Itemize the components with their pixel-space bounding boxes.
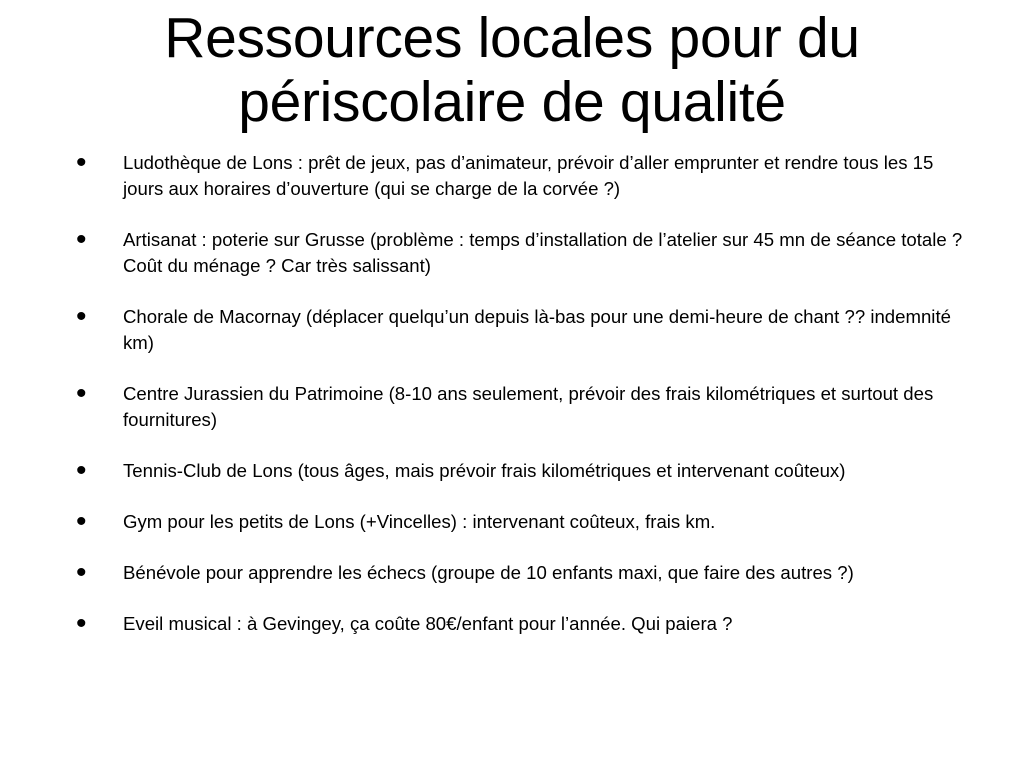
bullet-item-gym — [0, 505, 1024, 538]
bullet-dot-icon: • — [76, 556, 87, 589]
slide-title-line-2: périscolaire de qualité — [238, 70, 786, 134]
bullet-text: Ludothèque de Lons : prêt de jeux, pas d’animateur, prévoir d’aller emprunter et rendre tous les 15 jours aux horaires d’ouverture (qui se charge de la corvée ?) — [123, 152, 934, 199]
bullet-dot-icon: • — [76, 300, 87, 333]
bullet-dot-icon: • — [76, 454, 87, 487]
slide-title — [60, 6, 964, 134]
bullet-item-artisanat — [0, 223, 1024, 279]
bullet-text: Chorale de Macornay (déplacer quelqu’un depuis là-bas pour une demi-heure de chant ?? indemnité km) — [123, 306, 951, 353]
bullet-dot-icon: • — [76, 505, 87, 538]
bullet-text: Tennis-Club de Lons (tous âges, mais prévoir frais kilométriques et intervenant coûteux) — [123, 460, 846, 481]
bullet-dot-icon: • — [76, 223, 87, 256]
bullet-text: Artisanat : poterie sur Grusse (problème : temps d’installation de l’atelier sur 45 mn de séance totale ? Coût du ménage ? Car très salissant) — [123, 229, 963, 276]
bullet-item-eveil-musical — [0, 607, 1024, 640]
bullet-list — [0, 146, 1024, 662]
bullet-item-tennis — [0, 454, 1024, 487]
bullet-text: Centre Jurassien du Patrimoine (8-10 ans seulement, prévoir des frais kilométriques et surtout des fournitures) — [123, 383, 934, 430]
bullet-item-chorale — [0, 300, 1024, 356]
bullet-dot-icon: • — [76, 607, 87, 640]
bullet-dot-icon: • — [76, 377, 87, 410]
bullet-item-patrimoine — [0, 377, 1024, 433]
slide-title-line-1: Ressources locales pour du — [164, 6, 860, 70]
bullet-text: Gym pour les petits de Lons (+Vincelles) : intervenant coûteux, frais km. — [123, 511, 716, 532]
bullet-dot-icon: • — [76, 146, 87, 179]
bullet-text: Bénévole pour apprendre les échecs (groupe de 10 enfants maxi, que faire des autres ?) — [123, 562, 854, 583]
bullet-item-echecs — [0, 556, 1024, 589]
bullet-text: Eveil musical : à Gevingey, ça coûte 80€/enfant pour l’année. Qui paiera ? — [123, 613, 733, 634]
bullet-item-ludotheque — [0, 146, 1024, 202]
